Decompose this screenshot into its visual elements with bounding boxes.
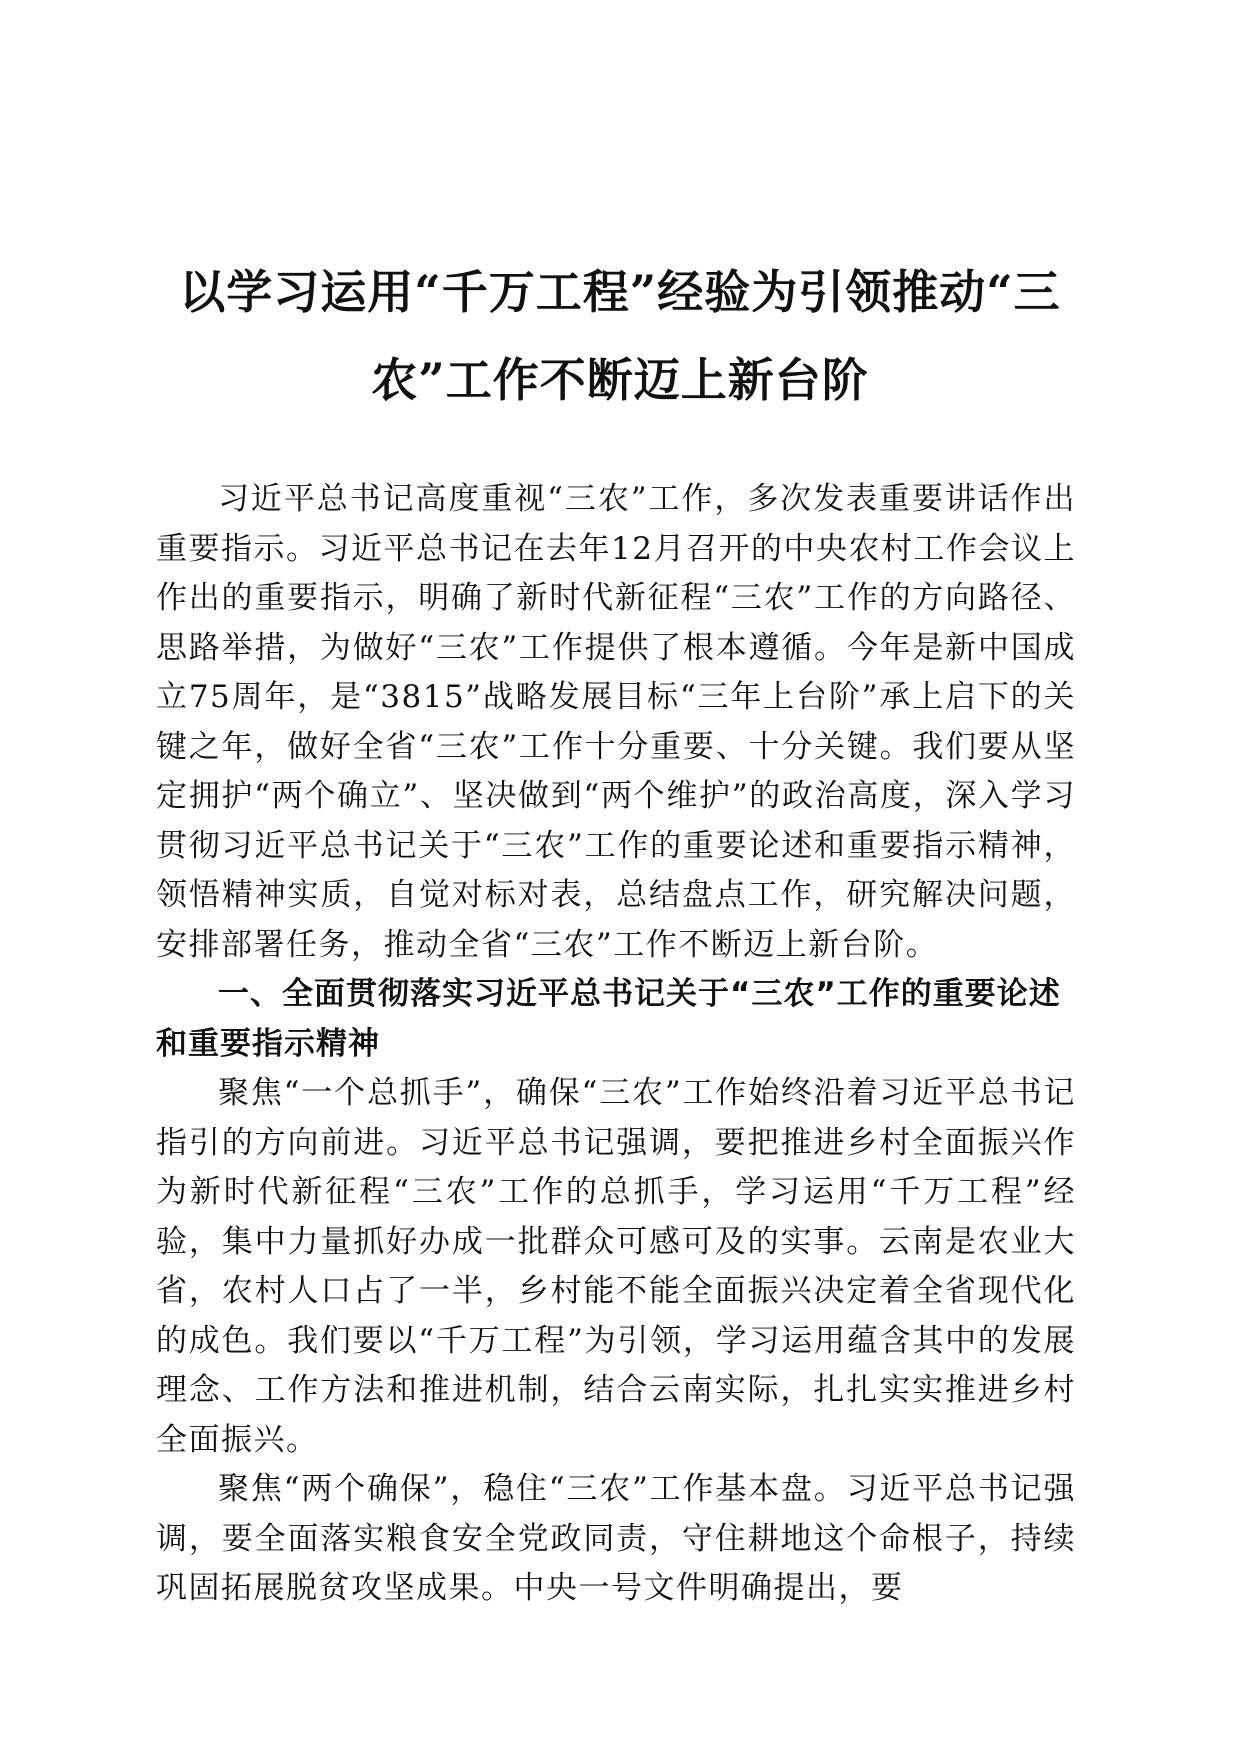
document-body	[156, 475, 1076, 1614]
paragraph-intro: 习近平总书记高度重视“三农”工作，多次发表重要讲话作出重要指示。习近平总书记在去年12月召开的中央农村工作会议上作出的重要指示，明确了新时代新征程“三农”工作的方向路径、思路举措，为做好“三农”工作提供了根本遵循。今年是新中国成立75周年，是“3815”战略发展目标“三年上台阶”承上启下的关键之年，做好全省“三农”工作十分重要、十分关键。我们要从坚定拥护“两个确立”、坚决做到“两个维护”的政治高度，深入学习贯彻习近平总书记关于“三农”工作的重要论述和重要指示精神，领悟精神实质，自觉对标对表，总结盘点工作，研究解决问题，安排部署任务，推动全省“三农”工作不断迈上新台阶。	[156, 481, 1076, 963]
title-line-1: 以学习运用“千万工程”经验为引领推动“三	[179, 265, 1061, 319]
paragraph-focus-two: 聚焦“两个确保”，稳住“三农”工作基本盘。习近平总书记强调，要全面落实粮食安全党政同责，守住耕地这个命根子，持续巩固拓展脱贫攻坚成果。中央一号文件明确提出，要	[156, 1471, 1076, 1606]
section-heading-1: 一、全面贯彻落实习近平总书记关于“三农”工作的重要论述和重要指示精神	[156, 976, 1061, 1062]
paragraph-focus-one: 聚焦“一个总抓手”，确保“三农”工作始终沿着习近平总书记指引的方向前进。习近平总书记强调，要把推进乡村全面振兴作为新时代新征程“三农”工作的总抓手，学习运用“千万工程”经验，集中力量抓好办成一批群众可感可及的实事。云南是农业大省，农村人口占了一半，乡村能不能全面振兴决定着全省现代化的成色。我们要以“千万工程”为引领，学习运用蕴含其中的发展理念、工作方法和推进机制，结合云南实际，扎扎实实推进乡村全面振兴。	[156, 1075, 1076, 1458]
document-title	[150, 248, 1090, 424]
title-line-2: 农”工作不断迈上新台阶	[371, 353, 869, 407]
